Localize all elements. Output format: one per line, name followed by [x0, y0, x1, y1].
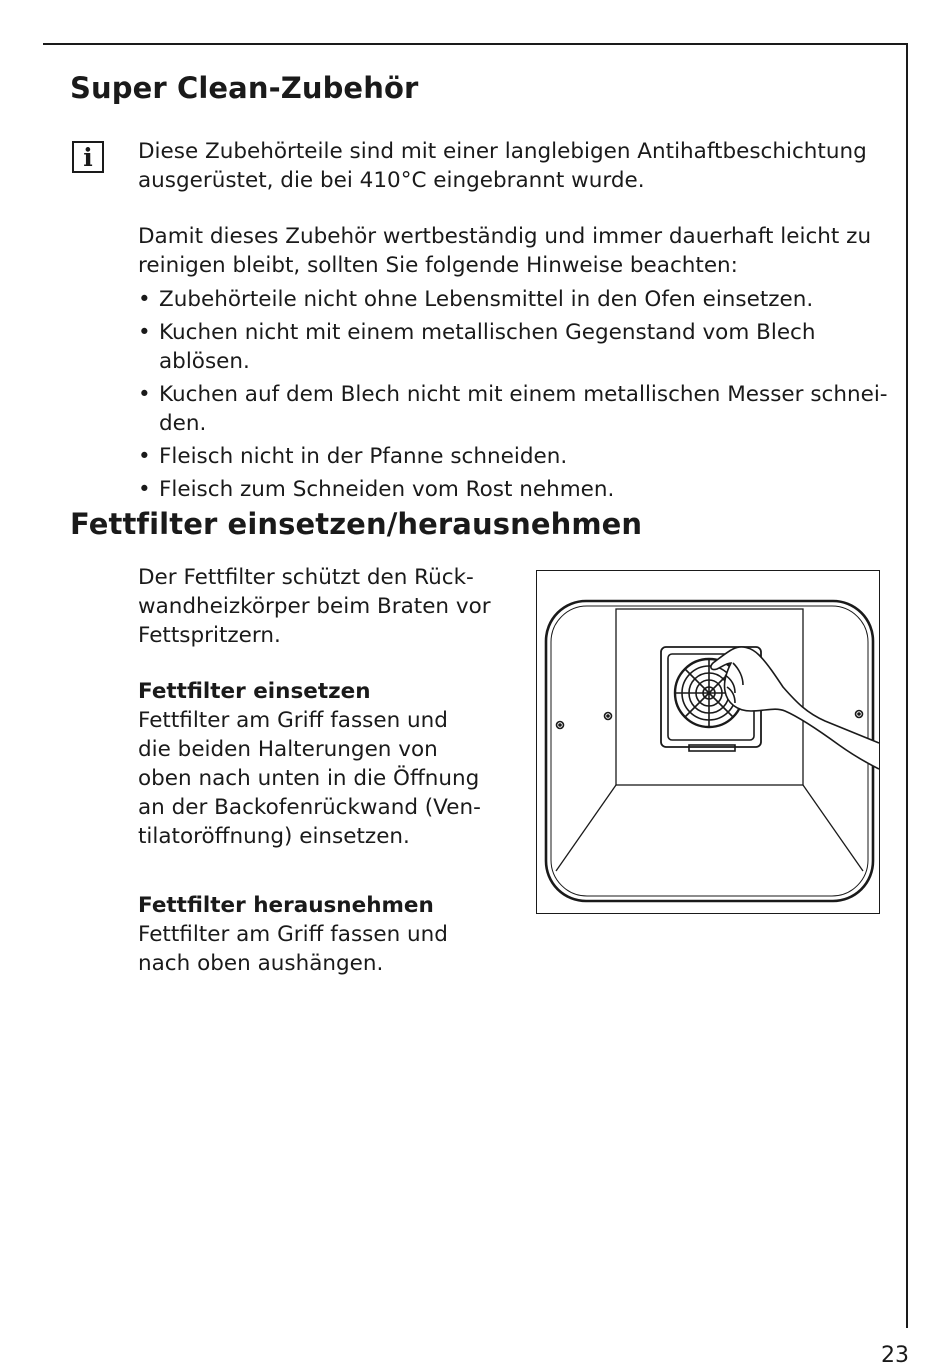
hand-illustration — [711, 647, 879, 769]
text-line: Damit dieses Zubehör wertbeständig und immer dauerhaft leicht zu — [138, 224, 872, 249]
right-margin-rule — [906, 43, 908, 1328]
remove-heading: Fettfilter herausnehmen — [138, 893, 434, 918]
list-item: • Zubehörteile nicht ohne Lebensmittel in den Ofen einsetzen. — [138, 285, 898, 314]
text-line: ausgerüstet, die bei 410°C eingebrannt wurde. — [138, 168, 645, 193]
insert-instructions: Fettfilter einsetzen Fettfilter am Griff fassen und die beiden Halterungen von oben nach unten in die Öffnung an der Backofenrückwand (Ven- tilatoröffnung) einsetzen. — [138, 679, 481, 849]
list-item: • Kuchen nicht mit einem metallischen Gegenstand vom Blech ablösen. — [138, 318, 898, 376]
grease-filter-intro: Der Fettfilter schützt den Rück- wandheizkörper beim Braten vor Fettspritzern. — [138, 565, 491, 648]
remove-instructions: Fettfilter herausnehmen Fettfilter am Griff fassen und nach oben aushängen. — [138, 893, 448, 976]
section-title-super-clean: Super Clean-Zubehör — [70, 71, 419, 105]
text-line: reinigen bleibt, sollten Sie folgende Hinweise beachten: — [138, 253, 738, 278]
section-title-grease-filter: Fettfilter einsetzen/herausnehmen — [70, 507, 643, 541]
list-item: • Fleisch nicht in der Pfanne schneiden. — [138, 442, 898, 471]
super-clean-intro — [138, 137, 867, 195]
page-number: 23 — [881, 1343, 909, 1368]
info-icon: i — [72, 141, 104, 173]
list-item: • Kuchen auf dem Blech nicht mit einem metallischen Messer schnei- den. — [138, 380, 898, 438]
top-rule — [43, 43, 908, 45]
care-instructions-list — [138, 285, 898, 508]
text-line: Diese Zubehörteile sind mit einer langlebigen Antihaftbeschichtung — [138, 139, 867, 164]
super-clean-note — [138, 222, 871, 280]
insert-heading: Fettfilter einsetzen — [138, 679, 371, 704]
oven-grease-filter-illustration — [536, 570, 880, 914]
list-item: • Fleisch zum Schneiden vom Rost nehmen. — [138, 475, 898, 504]
